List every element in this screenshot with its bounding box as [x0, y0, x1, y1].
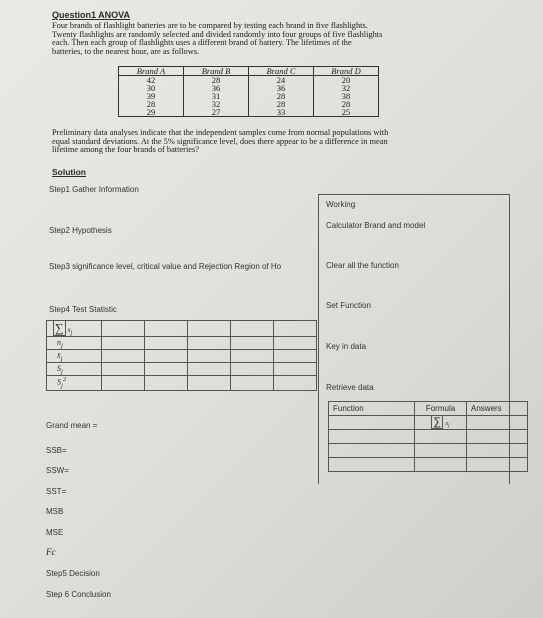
table-cell: 28: [119, 100, 184, 108]
table-cell: 27: [184, 108, 249, 117]
table-header: Brand A: [119, 67, 184, 76]
table-cell[interactable]: [329, 444, 415, 458]
step5-label: Step5 Decision: [46, 569, 100, 578]
ssw-label: SSW=: [46, 466, 69, 475]
table-cell[interactable]: [274, 376, 317, 390]
ssb-label: SSB=: [46, 446, 67, 455]
calculator-function-table: [328, 401, 528, 472]
table-row: [47, 321, 317, 337]
working-item: Clear all the function: [326, 261, 399, 270]
table-row: [119, 84, 379, 92]
table-cell[interactable]: [231, 350, 274, 363]
table-cell[interactable]: [188, 337, 231, 350]
table-row: [47, 350, 317, 363]
table-cell[interactable]: [145, 321, 188, 337]
table-cell: 28: [314, 100, 379, 108]
sst-label: SST=: [46, 487, 67, 496]
table-row: [119, 100, 379, 108]
question-line: Twenty flashlights are randomly selected and divided randomly into four groups of five flashlights: [52, 29, 383, 39]
table-cell: 28: [184, 76, 249, 85]
table-row: [119, 108, 379, 117]
test-statistic-table: [46, 320, 317, 391]
step6-label: Step 6 Conclusion: [46, 590, 111, 599]
preliminary-text: [52, 129, 472, 155]
formula-cell: ∑ $x_j$: [415, 416, 467, 430]
row-label: $S_j^2$: [47, 376, 102, 390]
table-cell[interactable]: [467, 458, 528, 472]
row-label: ∑ $x_j$: [47, 321, 102, 337]
table-cell[interactable]: [102, 376, 145, 390]
table-cell: 36: [184, 84, 249, 92]
table-cell[interactable]: [329, 458, 415, 472]
mse-label: MSE: [46, 528, 64, 537]
sigma-icon: ∑: [55, 321, 64, 335]
table-cell[interactable]: [231, 376, 274, 390]
row-label: $S_j$: [47, 363, 102, 376]
table-header: Answers: [467, 402, 528, 416]
table-cell[interactable]: [329, 430, 415, 444]
table-header: Formula: [415, 402, 467, 416]
table-header: Function: [329, 402, 415, 416]
prelim-line: lifetime among the four brands of batteries?: [52, 145, 199, 155]
table-cell[interactable]: [467, 444, 528, 458]
row-label: $n_j$: [47, 337, 102, 350]
fc-label: Fc: [46, 547, 56, 557]
step1-label: Step1 Gather Information: [49, 185, 139, 194]
table-cell: 32: [314, 84, 379, 92]
prelim-line: equal standard deviations. At the 5% significance level, does there appear to be a difference in mean: [52, 136, 388, 146]
question-line: each. Then each group of flashlights uses a different brand of battery. The lifetimes of the: [52, 38, 352, 48]
table-cell: 28: [249, 92, 314, 100]
table-cell[interactable]: [102, 350, 145, 363]
table-cell: 36: [249, 84, 314, 92]
working-item: Retrieve data: [326, 383, 374, 392]
table-row: [329, 444, 528, 458]
table-cell[interactable]: [102, 321, 145, 337]
table-cell: 33: [249, 108, 314, 117]
table-cell[interactable]: [188, 321, 231, 337]
table-cell: 32: [184, 100, 249, 108]
table-row: [329, 458, 528, 472]
table-cell: 38: [314, 92, 379, 100]
table-cell[interactable]: [145, 376, 188, 390]
table-header: Brand B: [184, 67, 249, 76]
prelim-line: Preliminary data analyses indicate that the independent samples come from normal populations with: [52, 128, 389, 137]
table-row: [119, 92, 379, 100]
table-cell[interactable]: [274, 337, 317, 350]
table-cell[interactable]: [188, 350, 231, 363]
table-cell: 30: [119, 84, 184, 92]
table-row: [329, 430, 528, 444]
table-cell[interactable]: [102, 363, 145, 376]
table-cell[interactable]: [231, 321, 274, 337]
working-item: Calculator Brand and model: [326, 221, 426, 230]
working-item: Set Function: [326, 301, 371, 310]
table-row: [47, 337, 317, 350]
table-cell[interactable]: [188, 376, 231, 390]
table-cell[interactable]: [467, 416, 528, 430]
working-title: Working: [326, 200, 356, 209]
solution-heading: Solution: [52, 167, 86, 177]
table-cell[interactable]: [145, 350, 188, 363]
table-cell[interactable]: [467, 430, 528, 444]
table-cell: 20: [314, 76, 379, 85]
table-cell: 24: [249, 76, 314, 85]
question-line: Four brands of flashlight batteries are to be compared by testing each brand in five flashlights.: [52, 21, 368, 30]
question-title: Question1 ANOVA: [52, 10, 131, 20]
table-cell[interactable]: [231, 337, 274, 350]
table-cell[interactable]: [415, 430, 467, 444]
table-cell: 29: [119, 108, 184, 117]
table-cell[interactable]: [274, 363, 317, 376]
table-cell: 42: [119, 76, 184, 85]
table-header: Brand D: [314, 67, 379, 76]
table-cell: 28: [249, 100, 314, 108]
table-cell[interactable]: [415, 444, 467, 458]
battery-lifetime-table: [118, 66, 379, 117]
table-cell: 25: [314, 108, 379, 117]
step4-label: Step4 Test Statistic: [49, 305, 117, 314]
table-cell: 31: [184, 92, 249, 100]
table-header: Brand C: [249, 67, 314, 76]
table-row: [47, 376, 317, 390]
table-cell[interactable]: [415, 458, 467, 472]
question-line: batteries, to the nearest hour, are as follows.: [52, 46, 200, 56]
table-cell[interactable]: [188, 363, 231, 376]
table-row: [119, 76, 379, 85]
working-item: Key in data: [326, 342, 367, 351]
table-cell[interactable]: [231, 363, 274, 376]
table-cell[interactable]: [274, 321, 317, 337]
table-row: [329, 416, 528, 430]
table-row: [47, 363, 317, 376]
table-cell[interactable]: [274, 350, 317, 363]
table-cell: 39: [119, 92, 184, 100]
msb-label: MSB: [46, 507, 64, 516]
grand-mean-label: Grand mean =: [46, 421, 98, 430]
step3-label: Step3 significance level, critical value and Rejection Region of Ho: [49, 262, 282, 271]
step2-label: Step2 Hypothesis: [49, 226, 112, 235]
table-cell[interactable]: [145, 337, 188, 350]
table-cell[interactable]: [145, 363, 188, 376]
table-cell[interactable]: [102, 337, 145, 350]
row-label: $x̄_j$: [47, 350, 102, 363]
table-cell[interactable]: [329, 416, 415, 430]
sigma-icon: ∑: [433, 416, 442, 428]
question-text: [52, 22, 472, 56]
